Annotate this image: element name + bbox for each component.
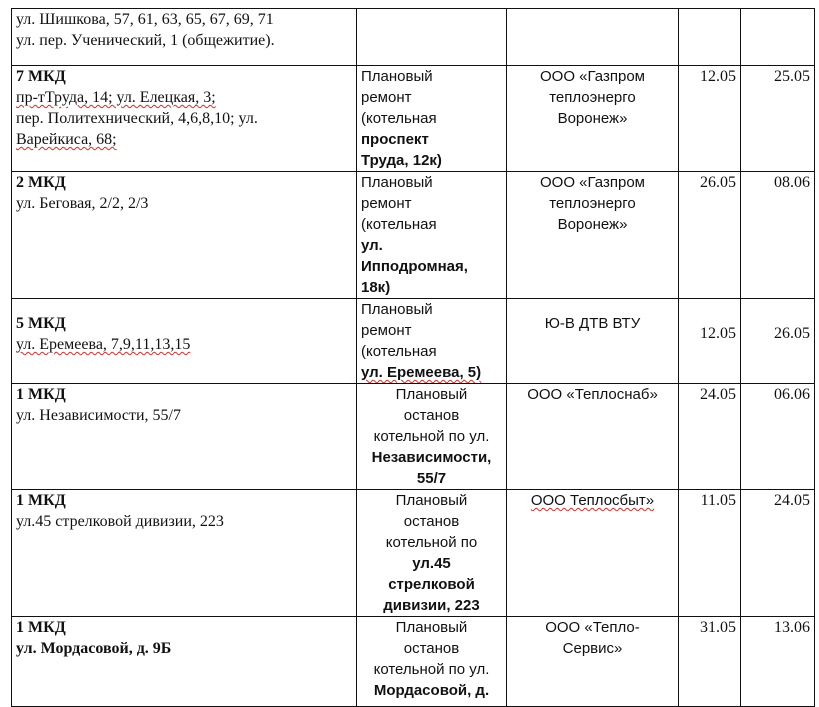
table-row: [12, 9, 815, 66]
table-row: [12, 384, 815, 490]
work-cell: [357, 490, 507, 617]
organization-line: ООО «Теплоснаб»: [527, 386, 658, 403]
boiler-name: [361, 362, 502, 383]
work-line: Плановый: [395, 492, 468, 509]
boiler-name: стрелковой: [388, 576, 475, 593]
address-line: [16, 87, 352, 108]
organization-cell: [507, 617, 679, 707]
start-date: 26.05: [700, 174, 736, 191]
work-cell: [357, 9, 507, 66]
table-row: [12, 490, 815, 617]
end-date-cell: [741, 490, 815, 617]
organization-cell: [507, 66, 679, 172]
organization-line: Сервис»: [562, 640, 623, 657]
work-line: котельной по ул.: [373, 428, 490, 445]
outage-schedule-table: [11, 8, 815, 707]
organization-cell: [507, 299, 679, 384]
start-date: 12.05: [700, 325, 736, 342]
address-line: ул.45 стрелковой дивизии, 223: [16, 513, 224, 530]
organization-cell: [507, 172, 679, 299]
work-line: котельной по ул.: [373, 661, 490, 678]
boiler-name: дивизии, 223: [383, 597, 480, 614]
boiler-name: Мордасовой, д.: [373, 682, 490, 699]
address-cell: [12, 384, 357, 490]
building-count: 1 МКД: [16, 386, 66, 403]
start-date: 24.05: [700, 386, 736, 403]
organization-cell: [507, 384, 679, 490]
address-line: пер. Политехнический, 4,6,8,10; ул.: [16, 110, 258, 127]
end-date-cell: [741, 384, 815, 490]
table-row: [12, 299, 815, 384]
start-date-cell: [679, 172, 741, 299]
address-line: ул. пер. Ученический, 1 (общежитие).: [16, 32, 275, 49]
end-date: 25.05: [774, 68, 810, 85]
address-line: [16, 334, 352, 355]
end-date: 26.05: [774, 325, 810, 342]
address-text: Варейкиса, 68;: [16, 131, 117, 148]
end-date-cell: [741, 172, 815, 299]
work-line: ремонт: [361, 89, 412, 106]
start-date: 31.05: [700, 619, 736, 636]
organization-line: теплоэнерго: [549, 195, 636, 212]
building-count: 7 МКД: [16, 68, 66, 85]
start-date: 12.05: [700, 68, 736, 85]
address-cell: [12, 617, 357, 707]
boiler-name: Независимости,: [371, 449, 492, 466]
work-cell: [357, 384, 507, 490]
work-line: (котельная: [361, 110, 437, 127]
work-cell: [357, 172, 507, 299]
address-cell: [12, 299, 357, 384]
boiler-name: 18к): [361, 279, 391, 296]
address-line: ул. Мордасовой, д. 9Б: [16, 640, 172, 657]
table-row: [12, 617, 815, 707]
end-date: 08.06: [774, 174, 810, 191]
boiler-name: Ипподромная,: [361, 258, 468, 275]
start-date-cell: [679, 384, 741, 490]
organization-line: Ю-В ДТВ ВТУ: [544, 315, 641, 332]
address-cell: [12, 172, 357, 299]
start-date-cell: [679, 490, 741, 617]
work-line: останов: [403, 640, 460, 657]
boiler-name: 55/7: [416, 470, 447, 487]
organization-text: ООО Теплосбыт»: [530, 492, 655, 509]
work-line: Плановый: [361, 68, 433, 85]
address-line: ул. Шишкова, 57, 61, 63, 65, 67, 69, 71: [16, 11, 274, 28]
work-line: (котельная: [361, 216, 437, 233]
address-cell: [12, 66, 357, 172]
organization-line: теплоэнерго: [549, 89, 636, 106]
boiler-name: проспект: [361, 131, 429, 148]
start-date-cell: [679, 9, 741, 66]
work-line: Плановый: [361, 174, 433, 191]
work-line: Плановый: [361, 301, 433, 318]
start-date-cell: [679, 617, 741, 707]
end-date: 06.06: [774, 386, 810, 403]
table-row: [12, 66, 815, 172]
address-line: ул. Независимости, 55/7: [16, 407, 181, 424]
end-date: 24.05: [774, 492, 810, 509]
organization-line: ООО «Тепло-: [545, 619, 640, 636]
address-line: [16, 129, 352, 150]
organization-cell: [507, 490, 679, 617]
address-cell: [12, 9, 357, 66]
end-date-cell: [741, 617, 815, 707]
end-date-cell: [741, 299, 815, 384]
organization-cell: [507, 9, 679, 66]
boiler-name-text: ул. Еремеева, 5): [361, 364, 482, 381]
start-date: 11.05: [700, 492, 736, 509]
work-line: (котельная: [361, 343, 437, 360]
address-text: пр-тТруда, 14; ул. Елецкая, 3;: [16, 89, 216, 106]
building-count: 1 МКД: [16, 619, 66, 636]
building-count: 1 МКД: [16, 492, 66, 509]
work-line: ремонт: [361, 322, 412, 339]
address-cell: [12, 490, 357, 617]
organization-line: [511, 490, 674, 511]
end-date-cell: [741, 9, 815, 66]
start-date-cell: [679, 299, 741, 384]
start-date-cell: [679, 66, 741, 172]
work-cell: [357, 617, 507, 707]
end-date: 13.06: [774, 619, 810, 636]
work-line: останов: [403, 513, 460, 530]
boiler-name: Труда, 12к): [361, 152, 442, 169]
end-date-cell: [741, 66, 815, 172]
organization-line: ООО «Газпром: [540, 68, 645, 85]
address-line: ул. Беговая, 2/2, 2/3: [16, 195, 149, 212]
boiler-name: ул.45: [412, 555, 451, 572]
boiler-name: ул.: [361, 237, 383, 254]
organization-line: Воронеж»: [557, 110, 628, 127]
work-line: ремонт: [361, 195, 412, 212]
work-line: Плановый: [395, 619, 468, 636]
building-count: 5 МКД: [16, 315, 66, 332]
work-line: останов: [403, 407, 460, 424]
work-line: котельной по: [385, 534, 478, 551]
work-cell: [357, 66, 507, 172]
address-text: ул. Еремеева, 7,9,11,13,15: [16, 336, 191, 353]
table-row: [12, 172, 815, 299]
work-line: Плановый: [395, 386, 468, 403]
organization-line: Воронеж»: [557, 216, 628, 233]
work-cell: [357, 299, 507, 384]
building-count: 2 МКД: [16, 174, 66, 191]
organization-line: ООО «Газпром: [540, 174, 645, 191]
